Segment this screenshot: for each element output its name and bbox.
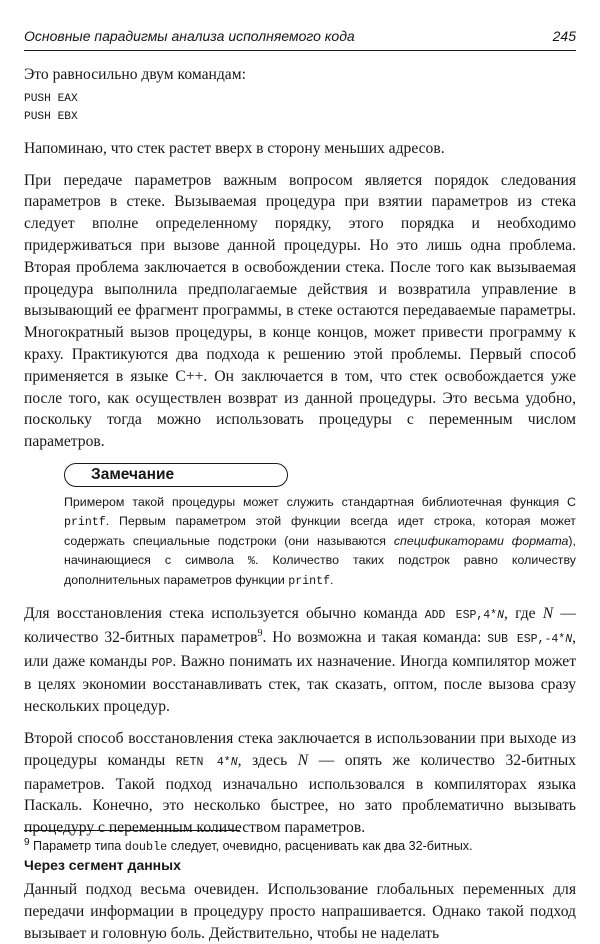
intro-text: Это равносильно двум командам: — [24, 66, 246, 83]
code-printf: printf — [288, 574, 331, 588]
stack-direction-note: Напоминаю, что стек растет вверх в сторону меньших адресов. — [24, 139, 445, 157]
footnote-ref: 9 — [257, 627, 263, 639]
code-percent: % — [247, 554, 255, 568]
footnote-text: $^9$ Параметр типа double следует, очевидно, расценивать как два 32-битных. — [24, 836, 473, 854]
code-retn: RETN 4* — [175, 755, 231, 769]
code-sub: SUB ESP,-4* — [487, 632, 566, 646]
italic-term: спецификаторами формата — [393, 533, 569, 548]
book-page — [24, 0, 577, 942]
paragraph-parameter-order: При передаче параметров важным вопросом является порядок следования параметров в стеке. Вызываемая процедура при взятии параметров из стека следует вполне определенному порядку, этого порядка и необходимо придерживаться при вызове данной процедуры. Но это лишь одна проблема. Вторая проблема заключается в освобождении стека. После того как вызываемая процедура выполнила предполагаемые действия и возвратила управление в вызывающий ее фрагмент программы, в стеке остаются передаваемые параметры. Многократный вызов процедуры, в конце концов, может привести программу к краху. Практикуются два подхода к решению этой проблемы. Первый способ применяется в языке C++. Он заключается в том, что стек освобождается уже после того, как осуществлен возврат из данной процедуры. Это весьма удобно, поскольку тогда можно использовать процедуры с переменным числом параметров. — [24, 171, 576, 451]
paragraph-second-method: Второй способ восстановления стека заключается в использовании при выходе из процедуры команды RETN 4*N, здесь N — опять же количество 32-битных параметров. Такой подход изначально использовался в компиляторах языка Паскаль. Конечно, это несколько быстрее, но зато проблематично вызывать процедуру с переменным количеством параметров. — [24, 729, 576, 837]
footnote — [24, 830, 576, 854]
code-printf: printf — [64, 515, 106, 529]
note-text: Примером такой процедуры может служить стандартная библиотечная функция C printf. Первым параметром этой функции всегда идет строка, которая может содержать специальные подстроки (они называются спецификаторами формата), начинающиеся с символа %. Количество таких подстрок равно количеству дополнительных параметров функции printf. — [64, 494, 576, 588]
note-label: Замечание — [64, 463, 288, 487]
section-heading: Через сегмент данных — [24, 856, 181, 873]
page-content — [24, 64, 576, 944]
code-pop: POP — [151, 656, 173, 670]
running-head-title: Основные парадигмы анализа исполняемого кода — [24, 28, 355, 44]
paragraph-stack-restore: Для восстановления стека используется обычно команда ADD ESP,4*N, где N — количество 32-битных параметров$^9$. Но возможна и такая команда: SUB ESP,-4*N, или даже команды POP. Важно понимать их назначение. Иногда компилятор может в целях экономии восстанавливать стек, так сказать, оптом, после вызова сразу нескольких процедур. — [24, 604, 577, 716]
section-paragraph: Данный подход весьма очевиден. Использование глобальных переменных для передачи информации в процедуру просто напрашивается. Однако такой подход вызывает и головную боль. Действительно, чтобы не наделать — [24, 880, 576, 942]
running-head — [24, 24, 576, 51]
code-double: double — [124, 840, 168, 854]
code-add: ADD ESP,4* — [424, 608, 498, 622]
page-number: 245 — [552, 28, 576, 44]
code-line: PUSH EBX — [24, 110, 78, 123]
footnote-rule — [24, 830, 240, 831]
code-line: PUSH EAX — [24, 92, 78, 105]
code-block — [24, 90, 576, 126]
note-box — [64, 463, 576, 591]
